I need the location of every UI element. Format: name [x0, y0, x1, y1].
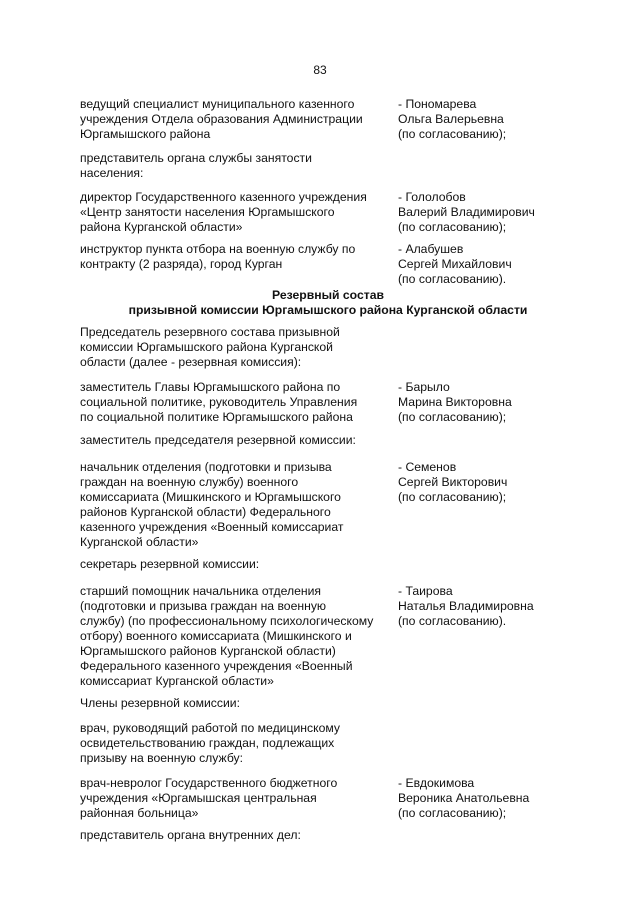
entry-person: - Барыло Марина Викторовна (по согласованию);: [398, 380, 512, 424]
entry-role: представитель органа службы занятости населения:: [80, 151, 312, 180]
reserve-composition-heading: Резервный состав призывной комиссии Юргамышского района Курганской области: [128, 288, 528, 317]
entry-role: врач, руководящий работой по медицинскому освидетельствованию граждан, подлежащих призыву на военную службу:: [80, 721, 340, 765]
entry-person: - Алабушев Сергей Михайлович (по согласованию).: [398, 242, 512, 286]
entry-role: инструктор пункта отбора на военную службу по контракту (2 разряда), город Курган: [80, 242, 356, 271]
entry-person: - Семенов Сергей Викторович (по согласованию);: [398, 460, 508, 504]
entry-role: начальник отделения (подготовки и призыва граждан на военную службу) военного комиссариата (Мишкинского и Юргамышского районов Курганской области) Федерального казенного учреждения «Военный комиссариат Курганской области»: [80, 460, 344, 549]
entry-role: Члены резервной комиссии:: [80, 696, 240, 710]
entry-role: старший помощник начальника отделения (подготовки и призыва граждан на военную службу) (по профессиональному психологическому отбору) военного комиссариата (Мишкинского и Юргамышского районов Курганской области) Федерального казенного учреждения «Военный комиссариат Курганской области»: [80, 584, 374, 688]
entry-person: - Евдокимова Вероника Анатольевна (по согласованию);: [398, 776, 530, 820]
entry-role: врач-невролог Государственного бюджетного учреждения «Юргамышская центральная районная больница»: [80, 776, 338, 820]
entry-role: представитель органа внутренних дел:: [80, 828, 301, 842]
entry-role: директор Государственного казенного учреждения «Центр занятости населения Юргамышского района Курганской области»: [80, 190, 367, 234]
entry-role: Председатель резервного состава призывной комиссии Юргамышского района Курганской области (далее - резервная комиссия):: [80, 325, 340, 369]
entry-person: - Пономарева Ольга Валерьевна (по согласованию);: [398, 97, 507, 141]
entry-person: - Гололобов Валерий Владимирович (по согласованию);: [398, 190, 535, 234]
entry-role: заместитель председателя резервной комиссии:: [80, 433, 356, 447]
page-number: 83: [313, 63, 327, 77]
entry-role: заместитель Главы Юргамышского района по социальной политике, руководитель Управления по социальной политике Юргамышского района: [80, 380, 358, 424]
entry-role: секретарь резервной комиссии:: [80, 557, 260, 571]
entry-person: - Таирова Наталья Владимировна (по согласованию).: [398, 584, 534, 628]
entry-role: ведущий специалист муниципального казенного учреждения Отдела образования Администрации Юргамышского района: [80, 97, 363, 141]
